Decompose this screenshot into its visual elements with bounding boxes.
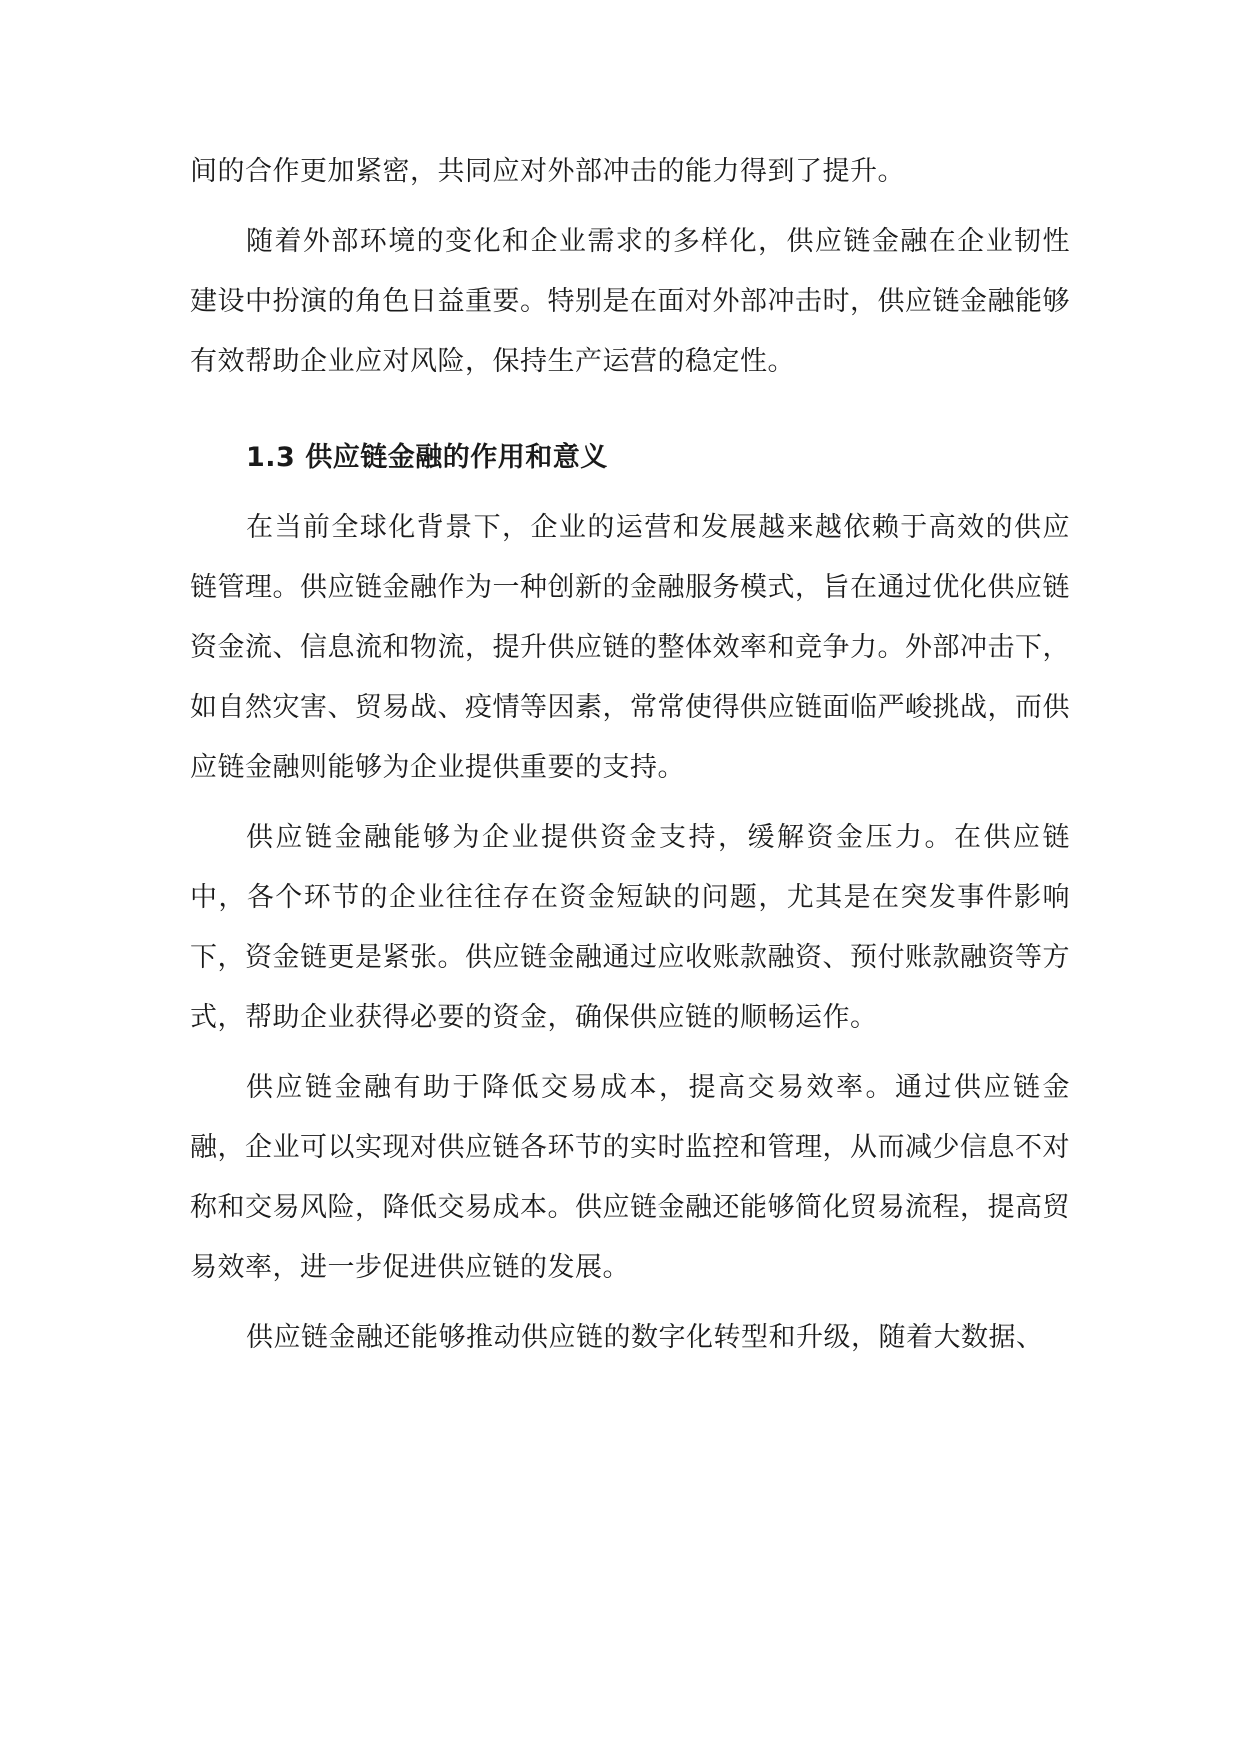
paragraph-continues: 供应链金融还能够推动供应链的数字化转型和升级，随着大数据、 — [246, 1322, 1044, 1353]
document-body — [190, 142, 1070, 1378]
paragraph-continued: 间的合作更加紧密，共同应对外部冲击的能力得到了提升。 — [190, 156, 905, 187]
paragraph: 随着外部环境的变化和企业需求的多样化，供应链金融在企业韧性建设中扮演的角色日益重要。特别是在面对外部冲击时，供应链金融能够有效帮助企业应对风险，保持生产运营的稳定性。 — [190, 226, 1070, 377]
paragraph: 供应链金融有助于降低交易成本，提高交易效率。通过供应链金融，企业可以实现对供应链各环节的实时监控和管理，从而减少信息不对称和交易风险，降低交易成本。供应链金融还能够简化贸易流程，提高贸易效率，进一步促进供应链的发展。 — [190, 1072, 1070, 1283]
section-heading: 1.3 供应链金融的作用和意义 — [246, 442, 608, 473]
paragraph: 供应链金融能够为企业提供资金支持，缓解资金压力。在供应链中，各个环节的企业往往存在资金短缺的问题，尤其是在突发事件影响下，资金链更是紧张。供应链金融通过应收账款融资、预付账款融资等方式，帮助企业获得必要的资金，确保供应链的顺畅运作。 — [190, 822, 1070, 1033]
paragraph: 在当前全球化背景下，企业的运营和发展越来越依赖于高效的供应链管理。供应链金融作为一种创新的金融服务模式，旨在通过优化供应链资金流、信息流和物流，提升供应链的整体效率和竞争力。外部冲击下，如自然灾害、贸易战、疫情等因素，常常使得供应链面临严峻挑战，而供应链金融则能够为企业提供重要的支持。 — [190, 512, 1070, 783]
